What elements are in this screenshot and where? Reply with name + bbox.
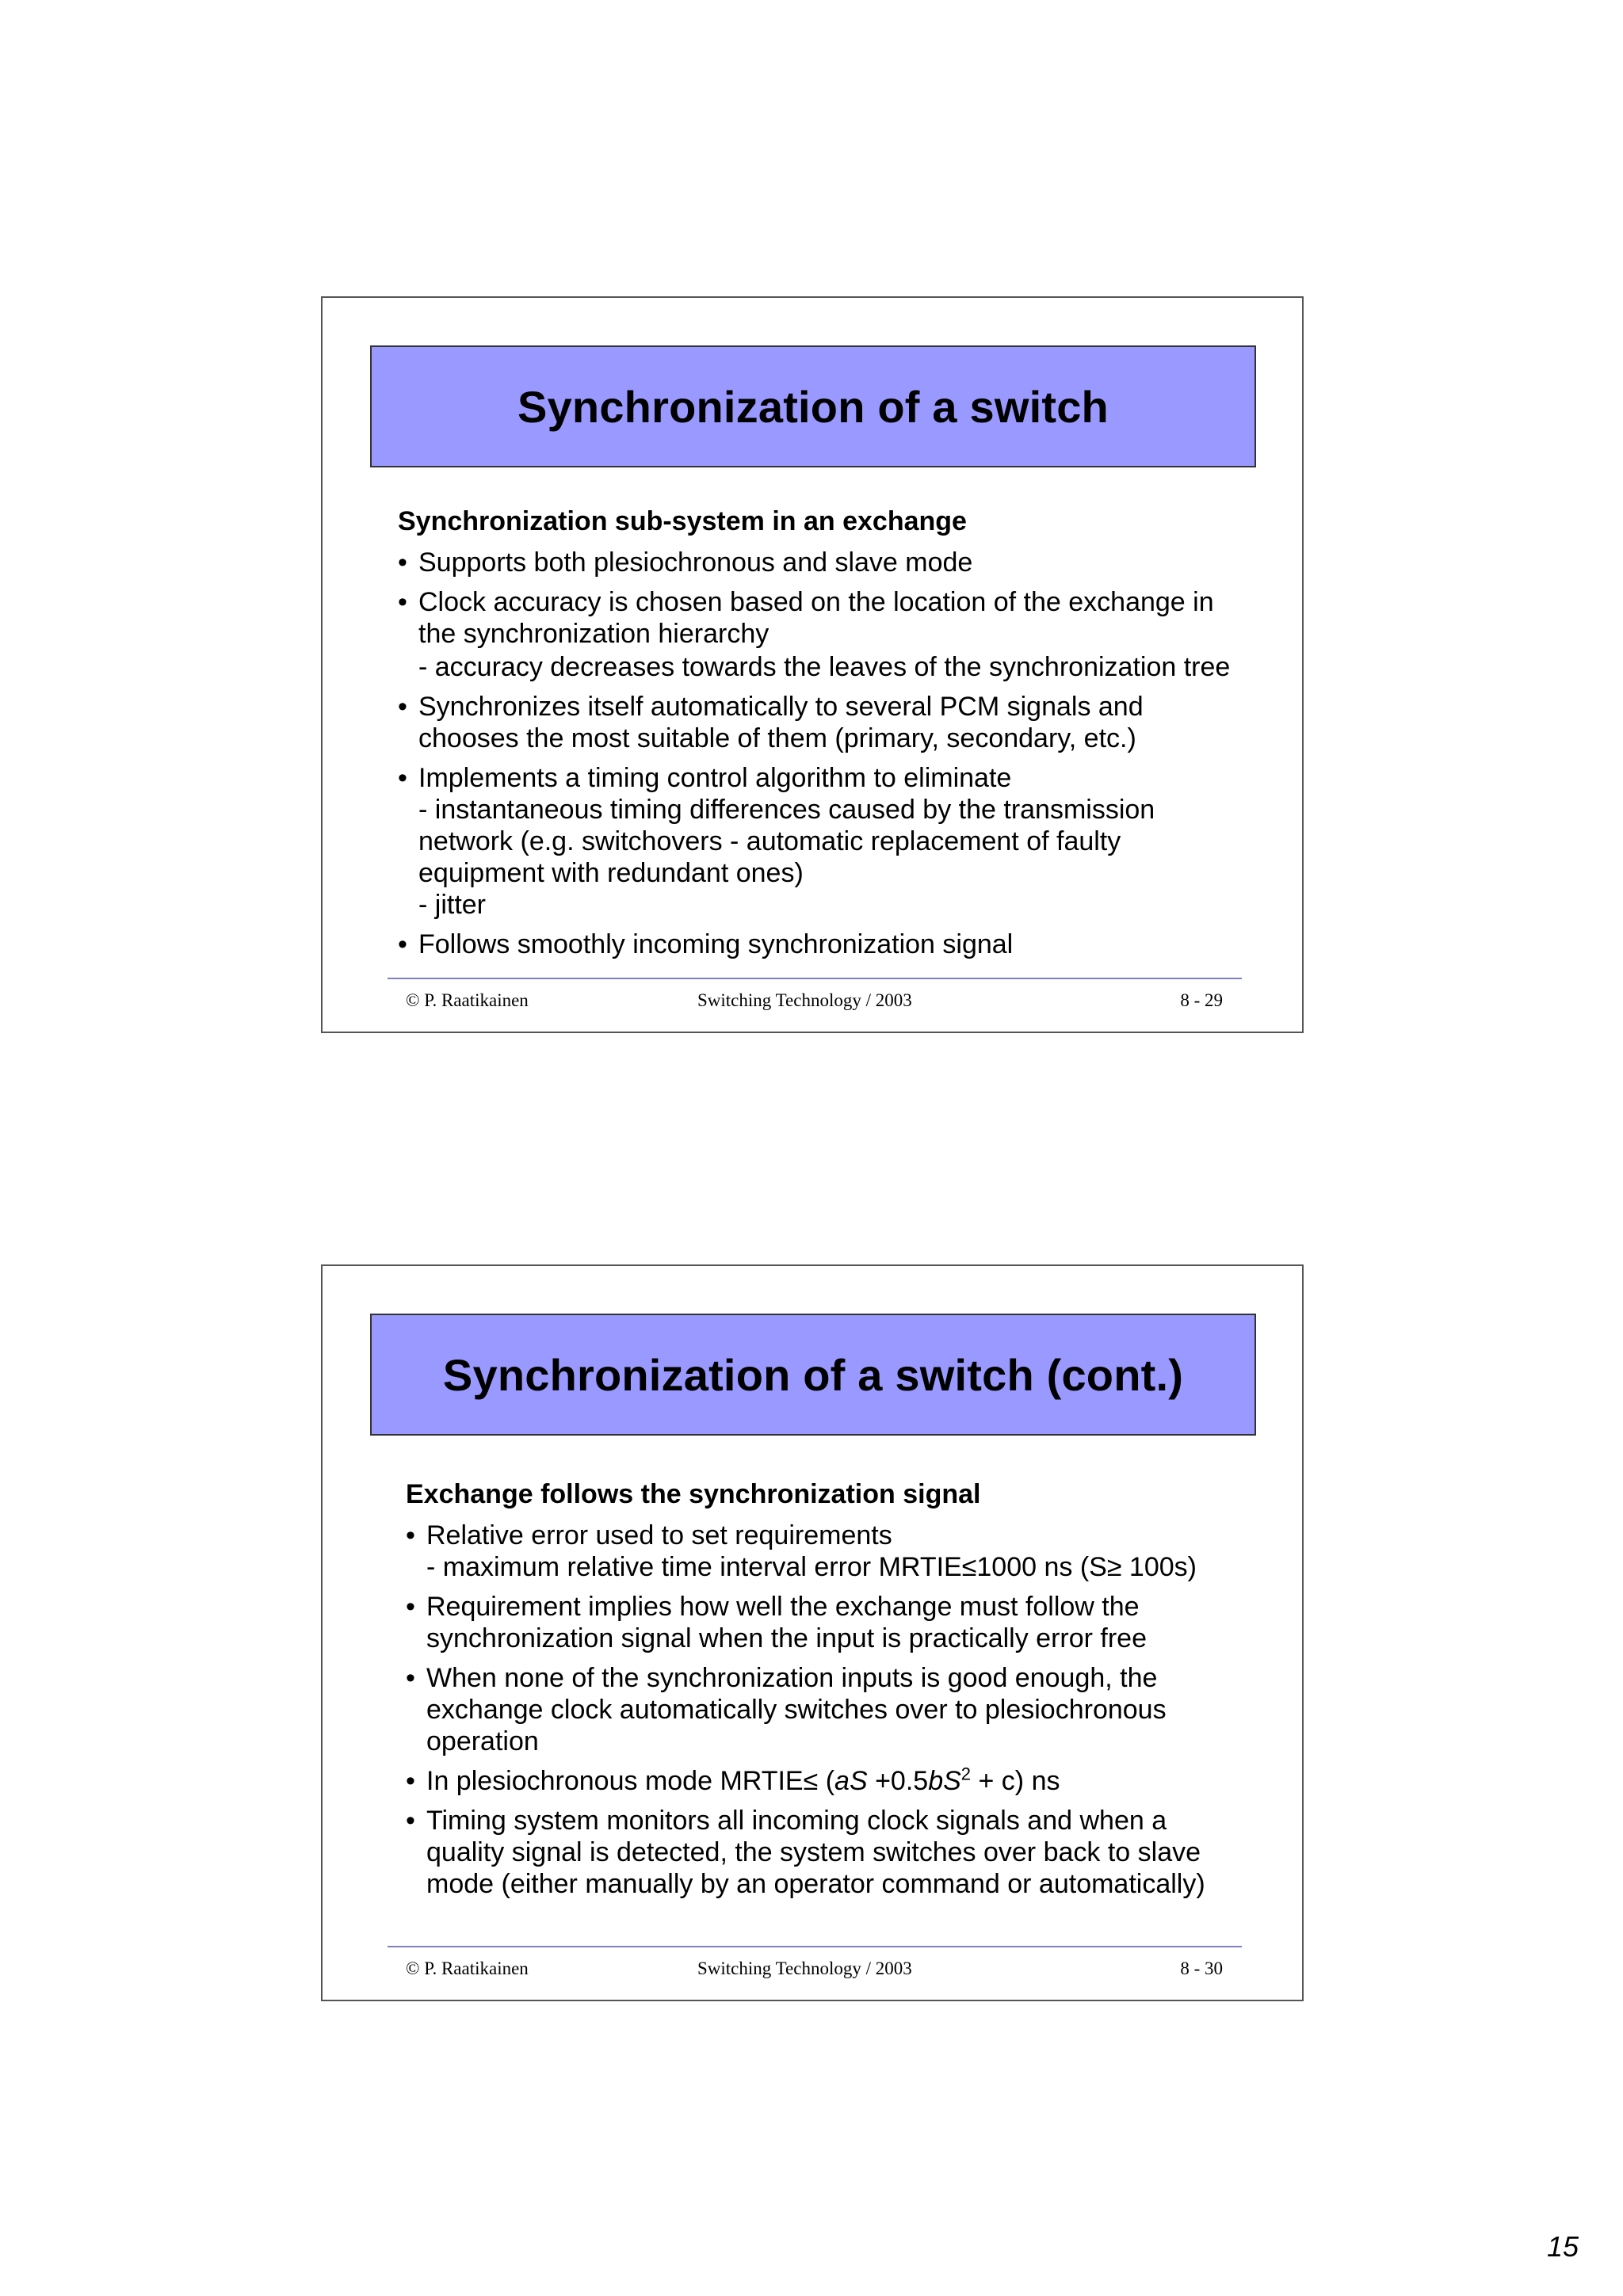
- bullet-glyph: •: [398, 692, 407, 722]
- item-line: equipment with redundant ones): [418, 858, 804, 888]
- slide-title-box: [370, 345, 1256, 467]
- slide-body: [406, 1478, 1285, 1908]
- item-line: Synchronizes itself automatically to several PCM signals and: [418, 692, 1144, 722]
- slide-8-30: [321, 1264, 1304, 2001]
- footer-author: © P. Raatikainen: [406, 990, 529, 1010]
- bullet-glyph: •: [406, 1766, 415, 1796]
- bullet-glyph: •: [406, 1806, 415, 1836]
- item-line: exchange clock automatically switches over to plesiochronous: [426, 1695, 1167, 1725]
- item-line: chooses the most suitable of them (primary, secondary, etc.): [418, 723, 1136, 753]
- bullet-item: [406, 1591, 1285, 1654]
- slide-title-box: [370, 1314, 1256, 1436]
- item-line: When none of the synchronization inputs is good enough, the: [426, 1663, 1158, 1693]
- footer-divider: [388, 1946, 1242, 1947]
- footer-divider: [388, 978, 1242, 979]
- page-number: 15: [1546, 2230, 1579, 2263]
- formula-aS: aS: [834, 1766, 868, 1796]
- item-line: operation: [426, 1726, 539, 1756]
- section-heading: Synchronization sub-system in an exchange: [398, 506, 967, 536]
- item-line: - accuracy decreases towards the leaves of the synchronization tree: [418, 652, 1231, 682]
- item-line: quality signal is detected, the system switches over back to slave: [426, 1837, 1201, 1867]
- bullet-item: [406, 1765, 1285, 1797]
- footer-slide-number: 8 - 30: [1180, 1958, 1223, 1978]
- item-line: Relative error used to set requirements: [426, 1520, 892, 1550]
- bullet-item: [406, 1805, 1285, 1900]
- bullet-item: [406, 1520, 1285, 1583]
- formula-mid: +0.5: [867, 1766, 929, 1796]
- formula-exponent: 2: [960, 1764, 972, 1784]
- bullet-item: [406, 1662, 1285, 1757]
- slide-8-29: [321, 296, 1304, 1033]
- item-line: mode (either manually by an operator command or automatically): [426, 1869, 1205, 1899]
- item-line: Requirement implies how well the exchange must follow the: [426, 1592, 1140, 1622]
- formula-bS: bS: [928, 1766, 961, 1796]
- footer-author: © P. Raatikainen: [406, 1958, 529, 1978]
- formula-suffix: + c) ns: [971, 1766, 1060, 1796]
- formula-prefix: In plesiochronous mode MRTIE≤ (: [426, 1766, 835, 1796]
- bullet-glyph: •: [398, 587, 407, 617]
- item-line: - maximum relative time interval error MRTIE≤1000 ns (S≥ 100s): [426, 1552, 1197, 1582]
- slide-title: Synchronization of a switch (cont.): [442, 1349, 1184, 1400]
- bullet-glyph: •: [398, 763, 407, 793]
- bullet-glyph: •: [406, 1663, 415, 1693]
- item-line: Supports both plesiochronous and slave mode: [418, 547, 973, 578]
- item-line: - jitter: [418, 890, 486, 920]
- section-heading: Exchange follows the synchronization signal: [406, 1479, 981, 1509]
- footer-course: Switching Technology / 2003: [697, 1958, 912, 1978]
- bullet-list: [398, 547, 1277, 960]
- bullet-list: [406, 1520, 1285, 1900]
- slide-body: [398, 505, 1277, 968]
- bullet-item: [398, 691, 1277, 754]
- item-line: the synchronization hierarchy: [418, 619, 769, 649]
- item-line: - instantaneous timing differences caused by the transmission: [418, 795, 1155, 825]
- bullet-item: [398, 929, 1277, 960]
- bullet-glyph: •: [398, 547, 407, 578]
- item-line: Timing system monitors all incoming clock signals and when a: [426, 1806, 1167, 1836]
- bullet-glyph: •: [406, 1592, 415, 1622]
- item-line: network (e.g. switchovers - automatic replacement of faulty: [418, 826, 1121, 856]
- bullet-item: [398, 547, 1277, 578]
- slide-title: Synchronization of a switch: [517, 381, 1109, 432]
- item-line: Follows smoothly incoming synchronization signal: [418, 929, 1014, 959]
- footer-slide-number: 8 - 29: [1180, 990, 1223, 1010]
- item-line: Implements a timing control algorithm to eliminate: [418, 763, 1012, 793]
- footer-course: Switching Technology / 2003: [697, 990, 912, 1010]
- formula-line: [426, 1765, 1285, 1797]
- bullet-item: [398, 762, 1277, 921]
- item-line: synchronization signal when the input is practically error free: [426, 1623, 1148, 1653]
- item-line: Clock accuracy is chosen based on the location of the exchange in: [418, 587, 1214, 617]
- bullet-glyph: •: [398, 929, 407, 959]
- bullet-item: [398, 586, 1277, 683]
- bullet-glyph: •: [406, 1520, 415, 1550]
